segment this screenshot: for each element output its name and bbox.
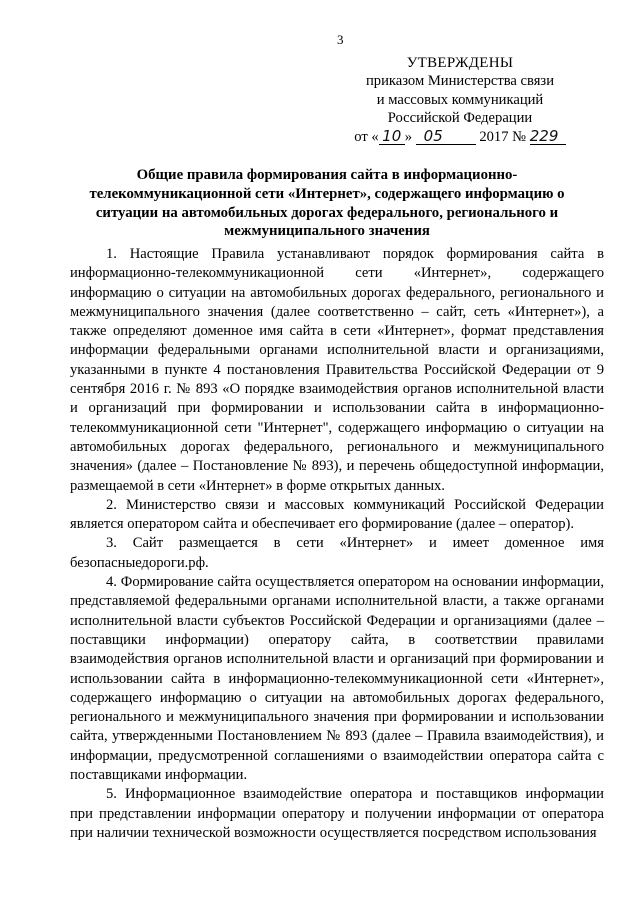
order-number: 229 xyxy=(530,129,566,145)
page-number: 3 xyxy=(337,32,344,47)
approval-line-ministry: приказом Министерства связи xyxy=(365,73,555,90)
approval-heading: УТВЕРЖДЕНЫ xyxy=(406,55,514,71)
date-month: 05 xyxy=(416,129,476,145)
approval-line-communications: и массовых коммуникаций xyxy=(376,91,544,108)
date-mid: » xyxy=(404,128,412,145)
approval-date-line xyxy=(340,128,580,146)
document-title: Общие правила формирования сайта в информационно-телекоммуникационной сети «Интернет», содержащего информацию о ситуации на автомобильных дорогах федерального, регионального и межмуниципального значения xyxy=(89,167,565,240)
approval-block xyxy=(340,54,580,146)
paragraph-5: 5. Информационное взаимодействие оператора и поставщиков информации при представлении информации оператору и получении информации от оператора при наличии технической возможности осуществляется посредством использования xyxy=(70,786,604,841)
paragraph-1: 1. Настоящие Правила устанавливают порядок формирования сайта в информационно-телекоммуникационной сети «Интернет», содержащего информацию о ситуации на автомобильных дорогах федерального, регионального и межмуниципального значения (далее соответственно – сайт, сеть «Интернет»), а также определяют доменное имя сайта в сети «Интернет», формат представления информации федеральными органами исполнительной власти и организациями, указанными в пункте 4 постановления Правительства Российской Федерации от 9 сентября 2016 г. № 893 «О порядке взаимодействия органов исполнительной власти и организаций при формировании и использовании сайта в информационно-телекоммуникационной сети "Интернет", содержащего информацию о ситуации на автомобильных дорогах федерального, регионального и межмуниципального значения» (далее – Постановление № 893), и перечень общедоступной информации, размещаемой в сети «Интернет» в форме открытых данных. xyxy=(70,246,604,494)
date-year: 2017 № xyxy=(479,128,527,145)
paragraph-2: 2. Министерство связи и массовых коммуникаций Российской Федерации является оператором сайта и обеспечивает его формирование (далее – оператор). xyxy=(70,496,604,533)
date-day: 10 xyxy=(379,129,405,145)
document-body xyxy=(70,245,604,843)
approval-line-federation: Российской Федерации xyxy=(387,110,533,127)
paragraph-3: 3. Сайт размещается в сети «Интернет» и имеет доменное имя безопасныедороги.рф. xyxy=(70,535,604,571)
paragraph-4: 4. Формирование сайта осуществляется оператором на основании информации, представляемой федеральными органами исполнительной власти, а также органами исполнительной власти субъектов Российской Федерации и организациями (далее – поставщики информации) оператору сайта, в соответствии правилами взаимодействия органов исполнительной власти и организаций при формировании и использовании сайта в информационно-телекоммуникационной сети «Интернет», содержащего информацию о ситуации на автомобильных дорогах федерального, регионального и межмуниципального значения при формировании и использовании сайта, утвержденными Постановлением № 893 (далее – Правила взаимодействия), и информации, предусмотренной соглашениями о взаимодействии оператора сайта с поставщиками информации. xyxy=(70,574,604,784)
date-prefix: от « xyxy=(354,128,379,145)
